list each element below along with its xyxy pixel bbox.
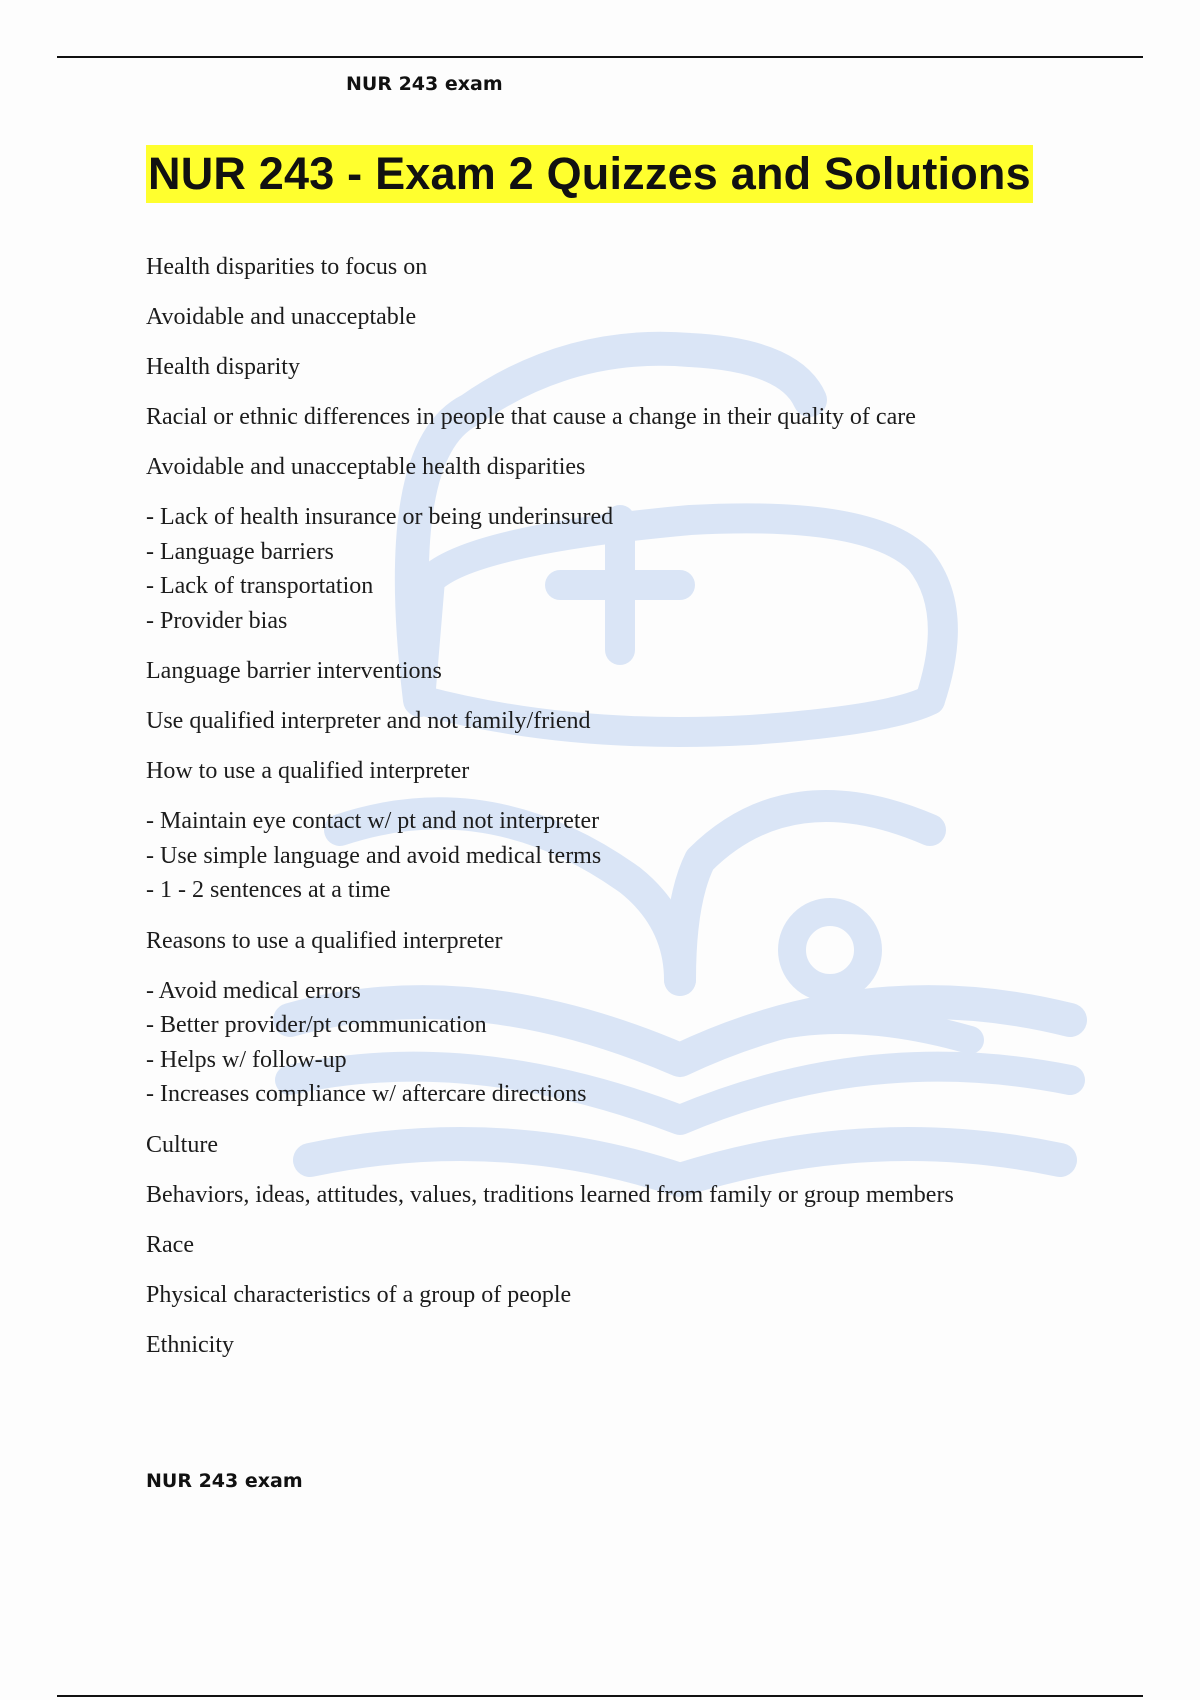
- page-footer: NUR 243 exam: [146, 1470, 303, 1492]
- answer-text: Avoidable and unacceptable: [146, 304, 417, 330]
- bottom-rule: [57, 1695, 1143, 1697]
- answer-list: [146, 804, 1106, 908]
- question-text: Language barrier interventions: [146, 658, 442, 684]
- list-item: - Use simple language and avoid medical terms: [146, 842, 602, 869]
- page-header: NUR 243 exam: [346, 73, 503, 95]
- list-item: - Helps w/ follow-up: [146, 1046, 347, 1073]
- question-text: Race: [146, 1231, 194, 1258]
- list-item: - Provider bias: [146, 607, 288, 634]
- question-text: Avoidable and unacceptable health disparities: [146, 454, 586, 480]
- answer-text: Behaviors, ideas, attitudes, values, traditions learned from family or group members: [146, 1181, 954, 1208]
- list-item: - Lack of health insurance or being underinsured: [146, 504, 614, 530]
- question-text: Culture: [146, 1131, 218, 1158]
- answer-list: [146, 974, 1106, 1112]
- list-item: - Maintain eye contact w/ pt and not interpreter: [146, 808, 600, 834]
- qa-content: [146, 250, 1106, 1378]
- list-item: - Increases compliance w/ aftercare directions: [146, 1081, 587, 1107]
- list-item: - Language barriers: [146, 538, 334, 565]
- title-highlight: [146, 145, 1033, 203]
- question-text: Reasons to use a qualified interpreter: [146, 927, 503, 954]
- answer-text: Racial or ethnic differences in people that cause a change in their quality of care: [146, 404, 916, 430]
- top-rule: [57, 56, 1143, 58]
- question-text: Health disparity: [146, 354, 300, 380]
- question-text: How to use a qualified interpreter: [146, 758, 470, 784]
- list-item: - 1 - 2 sentences at a time: [146, 877, 391, 903]
- question-text: Health disparities to focus on: [146, 254, 428, 280]
- document-title: NUR 243 - Exam 2 Quizzes and Solutions: [148, 148, 1031, 199]
- question-text: Ethnicity: [146, 1331, 234, 1358]
- answer-text: Use qualified interpreter and not family/friend: [146, 708, 591, 734]
- answer-text: Physical characteristics of a group of people: [146, 1281, 572, 1308]
- answer-list: [146, 500, 1106, 638]
- list-item: - Avoid medical errors: [146, 977, 361, 1004]
- list-item: - Lack of transportation: [146, 573, 374, 599]
- list-item: - Better provider/pt communication: [146, 1012, 487, 1038]
